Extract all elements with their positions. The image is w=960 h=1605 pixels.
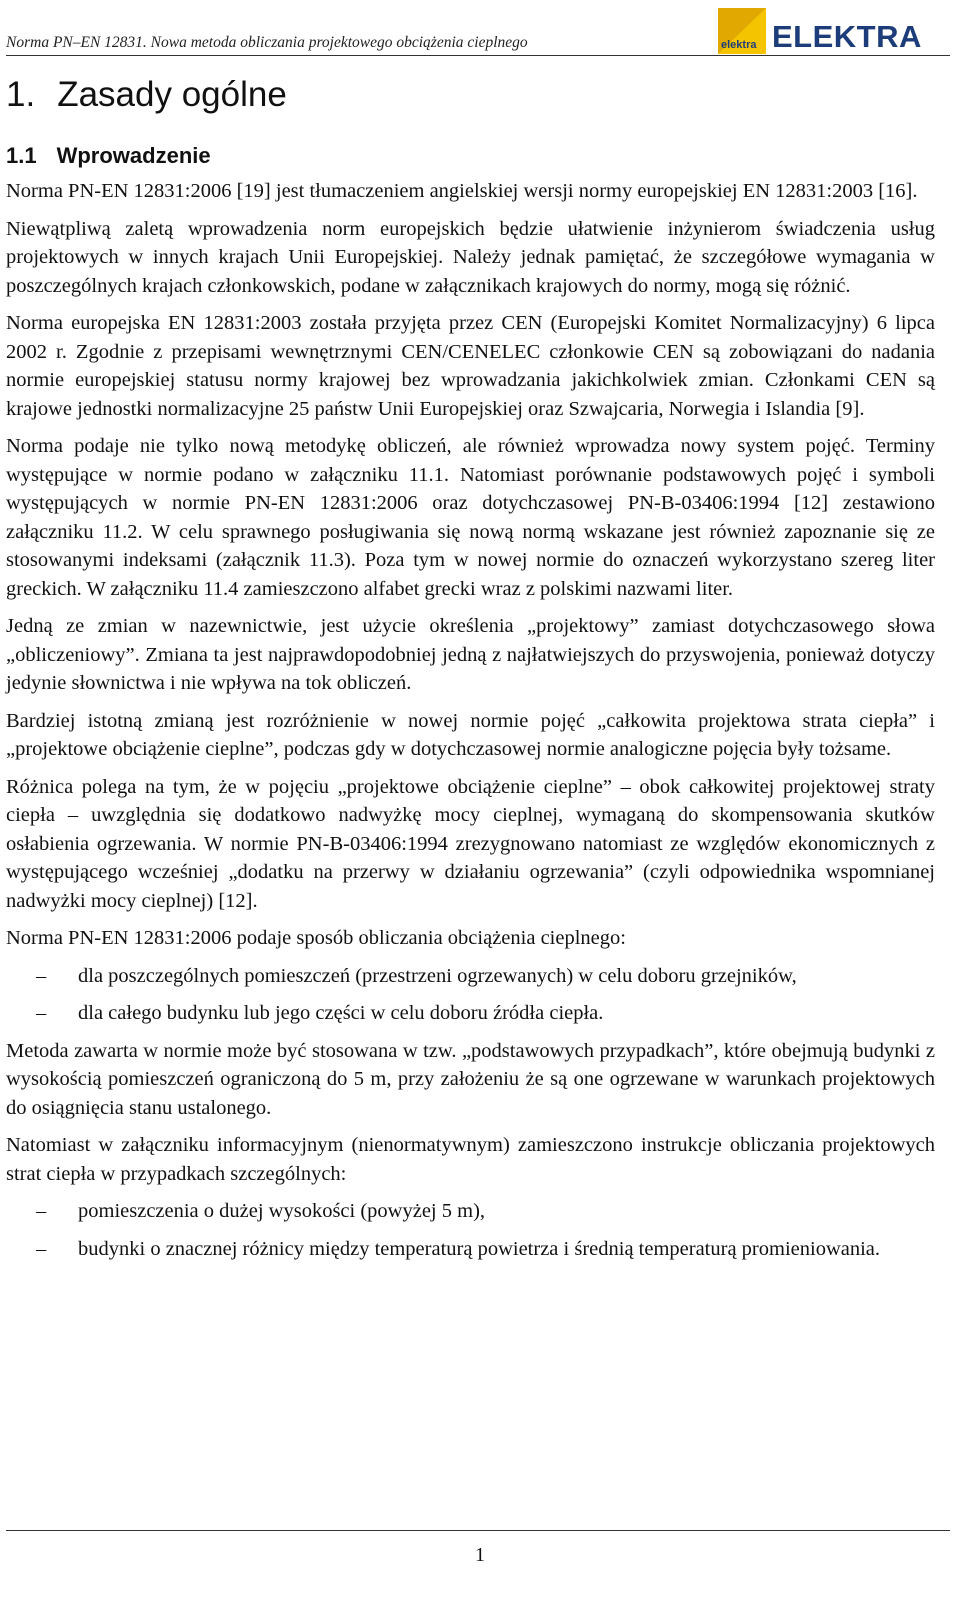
page-number: 1 xyxy=(475,1544,485,1566)
logo-mark xyxy=(718,8,766,54)
paragraph: Jedną ze zmian w nazewnictwie, jest użycie określenia „projektowy” zamiast dotychczasowego słowa „obliczeniowy”. Zmiana ta jest najprawdopodobniej jedną z najłatwiejszych do przyswojenia, ponieważ dotyczy jedynie słownictwa i nie wpływa na tok obliczeń. xyxy=(6,615,935,694)
footer-rule xyxy=(6,1530,950,1531)
chapter-number: 1. xyxy=(6,75,36,114)
chapter-heading xyxy=(6,74,287,116)
section-number: 1.1 xyxy=(6,143,37,168)
logo-small-text: elektra xyxy=(721,39,757,51)
bullet-list xyxy=(6,1197,935,1263)
section-title: Wprowadzenie xyxy=(56,143,211,168)
running-title: Norma PN–EN 12831. Nowa metoda obliczania projektowego obciążenia cieplnego xyxy=(6,34,528,51)
bullet-list xyxy=(6,962,935,1028)
paragraph: Norma PN-EN 12831:2006 podaje sposób obliczania obciążenia cieplnego: xyxy=(6,927,626,949)
list-item xyxy=(6,962,935,991)
paragraph: Norma podaje nie tylko nową metodykę obliczeń, ale również wprowadza nowy system pojęć. Terminy występujące w normie podano w załączniku 11.1. Natomiast porównanie podstawowych pojęć i symboli występujących w normie PN-EN 12831:2006 oraz dotychczasowej PN-B-03406:1994 [12] zestawiono załączniku 11.2. W celu sprawnego posługiwania się nową normą wskazane jest również zapoznanie się ze stosowanymi indeksami (załącznik 11.3). Poza tym w nowej normie do oznaczeń wykorzystano szereg liter greckich. W załączniku 11.4 zamieszczono alfabet grecki wraz z polskimi nazwami liter. xyxy=(6,435,935,600)
list-dash: – xyxy=(36,1200,47,1222)
list-item xyxy=(6,1197,935,1226)
body-text xyxy=(6,177,935,1272)
paragraph: Norma europejska EN 12831:2003 została przyjęta przez CEN (Europejski Komitet Normalizacyjny) 6 lipca 2002 r. Zgodnie z przepisami wewnętrznymi CEN/CENELEC członkowie CEN są zobowiązani do nadania normie europejskiej statusu normy krajowej bez wprowadzania jakichkolwiek zmian. Członkami CEN są krajowe jednostki normalizacyjne 25 państw Unii Europejskiej oraz Szwajcaria, Norwegia i Islandia [9]. xyxy=(6,312,935,420)
list-item-text: budynki o znacznej różnicy między temperaturą powietrza i średnią temperaturą promieniowania. xyxy=(78,1237,881,1260)
page-header xyxy=(6,4,950,54)
logo-wordmark: ELEKTRA xyxy=(772,19,922,54)
list-item xyxy=(6,1235,935,1264)
list-dash: – xyxy=(36,964,47,987)
paragraph: Bardziej istotną zmianą jest rozróżnienie w nowej normie pojęć „całkowita projektowa strata ciepła” i „projektowe obciążenie cieplne”, podczas gdy w dotychczasowej normie analogiczne pojęcia były tożsame. xyxy=(6,709,935,760)
list-item-text: dla całego budynku lub jego części w celu doboru źródła ciepła. xyxy=(78,1002,604,1024)
list-dash: – xyxy=(36,1237,47,1260)
list-item-text: pomieszczenia o dużej wysokości (powyżej 5 m), xyxy=(78,1200,486,1222)
paragraph: Różnica polega na tym, że w pojęciu „projektowe obciążenie cieplne” – obok całkowitej projektowej straty ciepła – uwzględnia się dodatkowo nadwyżkę mocy cieplnej, wymaganą do skompensowania skutków osłabienia ogrzewania. W normie PN-B-03406:1994 zrezygnowano natomiast ze względów ekonomicznych z występującego wcześniej „dodatku na przerwy w działaniu ogrzewania” (czyli odpowiednika wspomnianej nadwyżki mocy cieplnej) [12]. xyxy=(6,775,935,912)
header-rule xyxy=(6,55,950,56)
paragraph: Natomiast w załączniku informacyjnym (nienormatywnym) zamieszczono instrukcje obliczania projektowych strat ciepła w przypadkach szczególnych: xyxy=(6,1134,935,1185)
list-dash: – xyxy=(36,1002,47,1024)
elektra-logo xyxy=(718,4,944,54)
list-item xyxy=(6,999,935,1028)
section-heading xyxy=(6,141,211,171)
paragraph: Metoda zawarta w normie może być stosowana w tzw. „podstawowych przypadkach”, które obejmują budynki z wysokością pomieszczeń ograniczoną do 5 m, przy założeniu że są one ogrzewane w warunkach projektowych do osiągnięcia stanu ustalonego. xyxy=(6,1039,935,1119)
list-item-text: dla poszczególnych pomieszczeń (przestrzeni ogrzewanych) w celu doboru grzejników, xyxy=(78,964,797,987)
paragraph: Niewątpliwą zaletą wprowadzenia norm europejskich będzie ułatwienie inżynierom świadczenia usług projektowych w innych krajach Unii Europejskiej. Należy jednak pamiętać, że szczegółowe wymagania w poszczególnych krajach członkowskich, podane w załącznikach krajowych do normy, mogą się różnić. xyxy=(6,217,935,297)
paragraph: Norma PN-EN 12831:2006 [19] jest tłumaczeniem angielskiej wersji normy europejskiej EN 12831:2003 [16]. xyxy=(6,180,918,202)
chapter-title: Zasady ogólne xyxy=(57,75,287,114)
